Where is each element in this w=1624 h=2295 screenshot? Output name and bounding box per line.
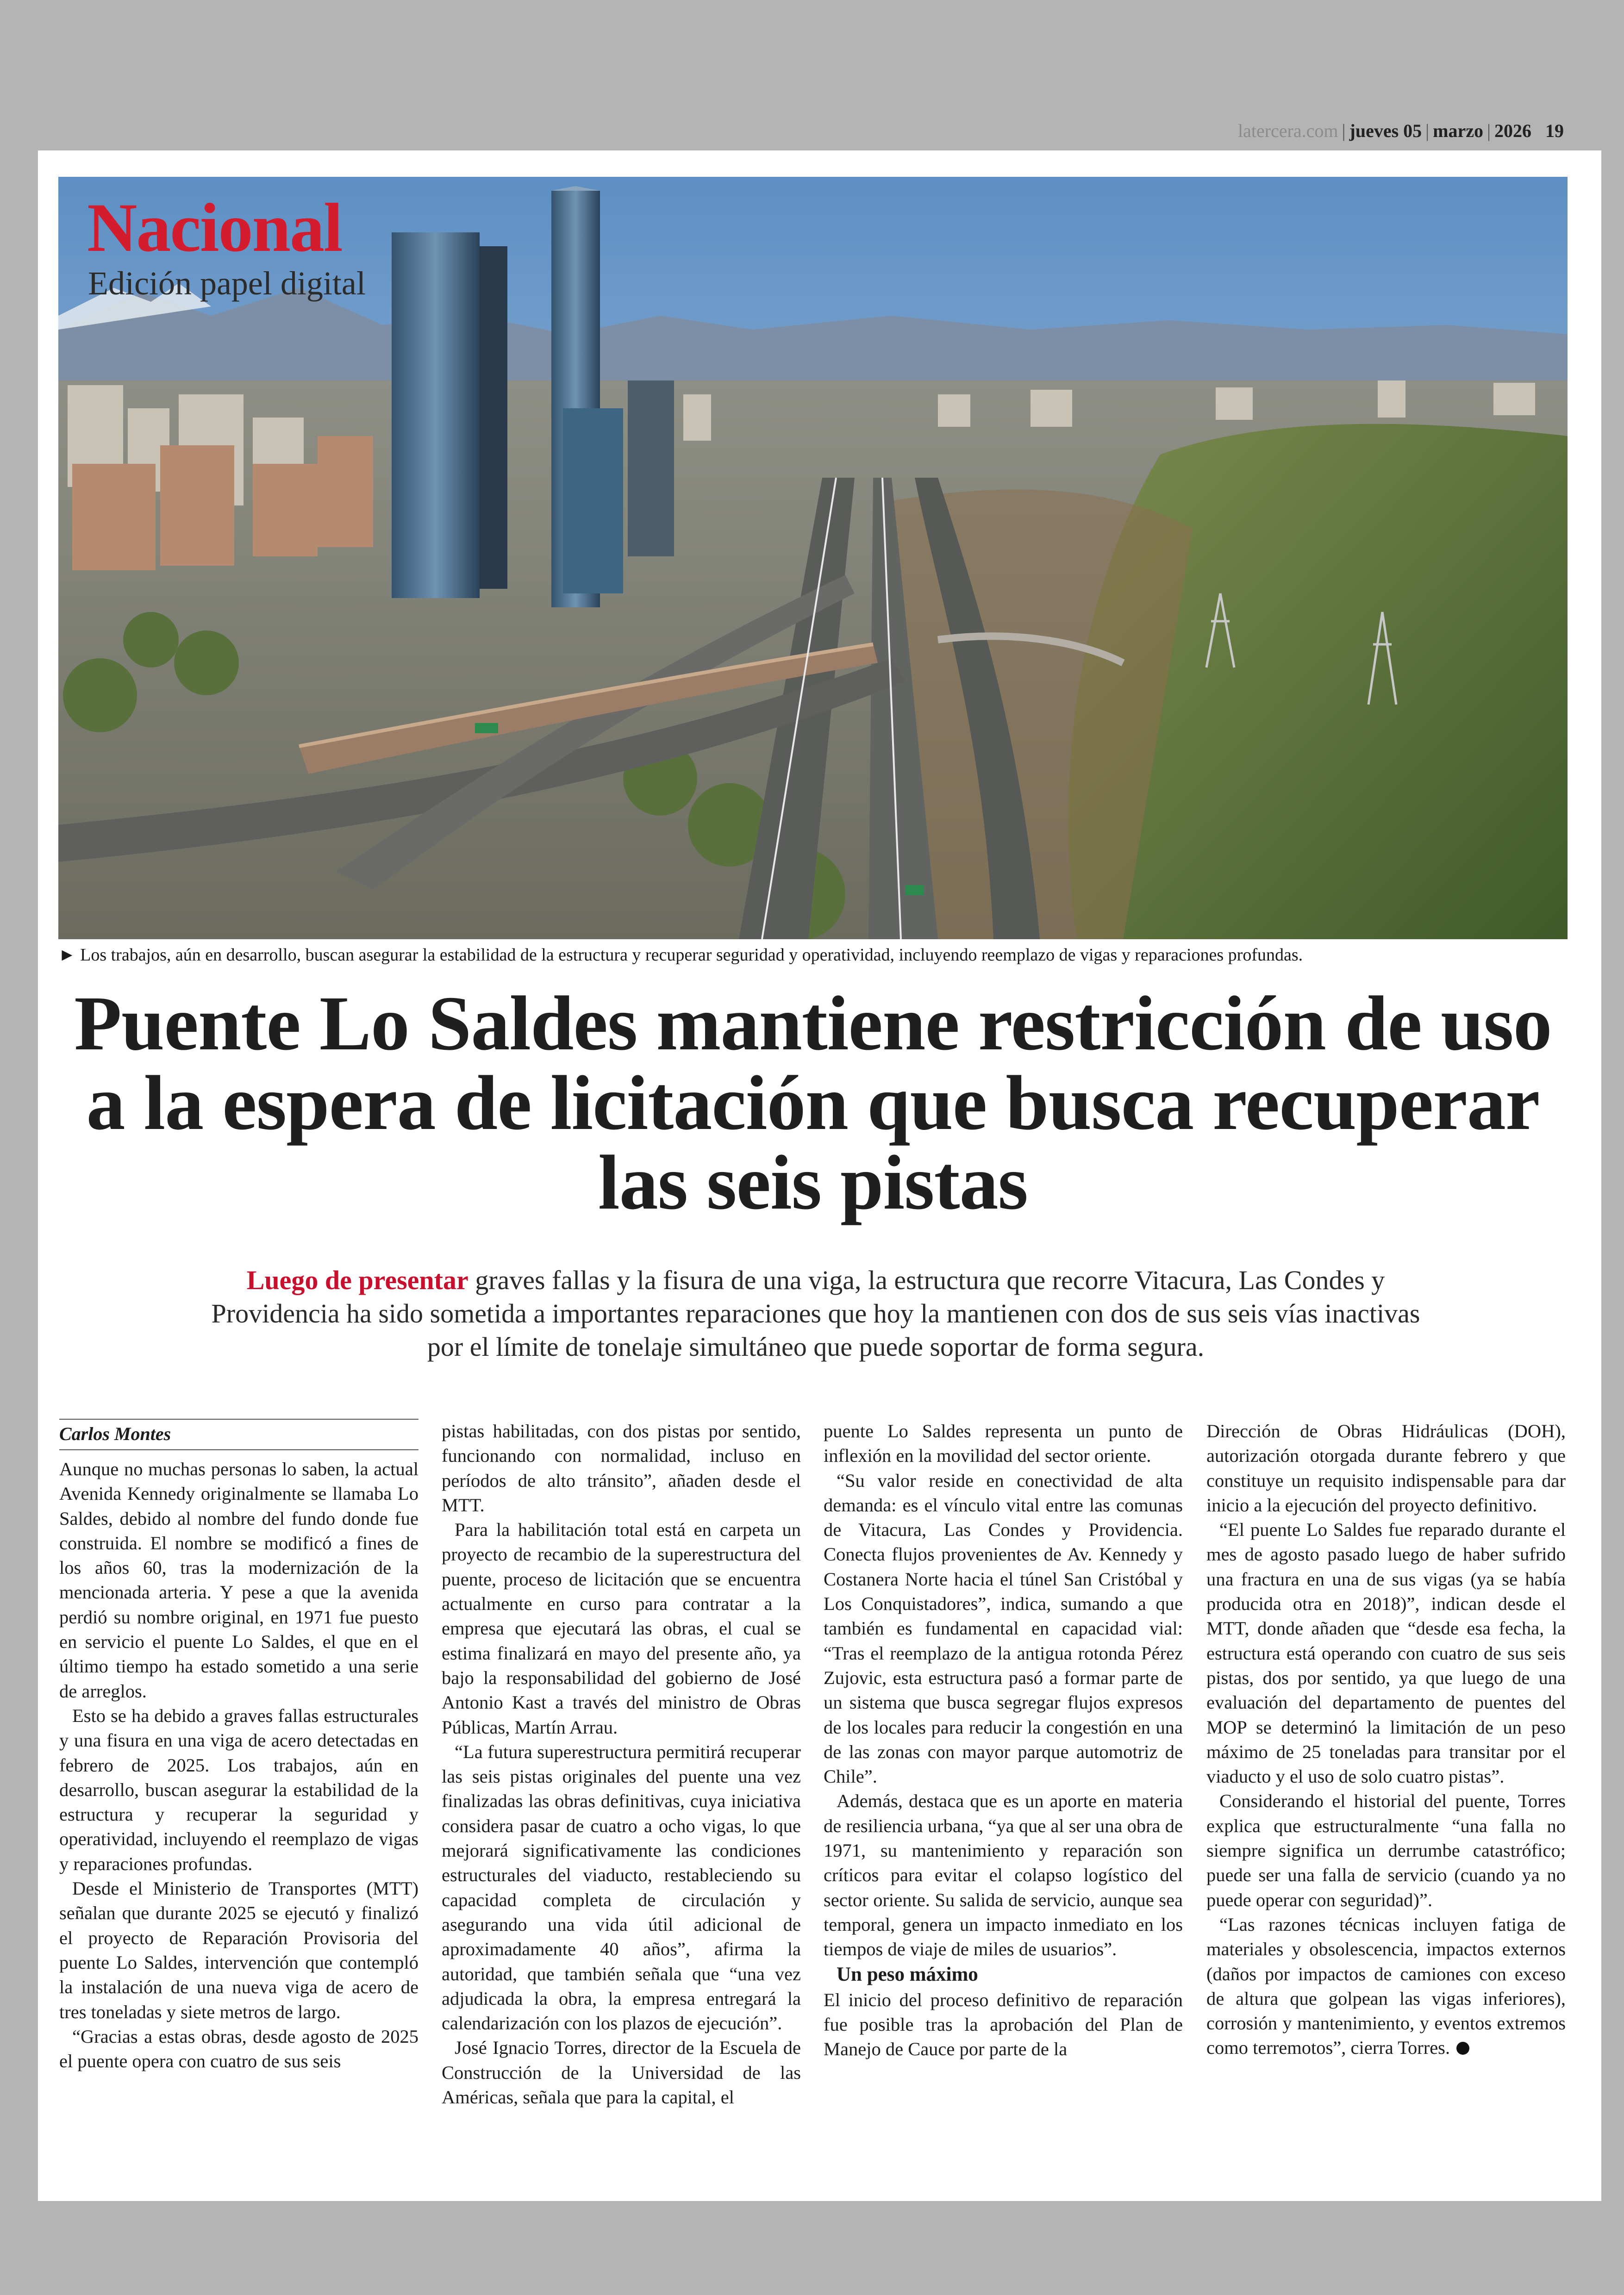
header-day: jueves 05 [1349,120,1422,141]
subheading: Un peso máximo [837,1963,978,1985]
paragraph: Aunque no muchas personas lo saben, la actual Avenida Kennedy originalmente se llamaba Lo Saldes, debido al nombre del fundo donde fue construida. El nombre se modificó a fines de los años 60, tras la modernización de la mencionada arteria. Y pese a que la avenida perdió su nombre original, en 1971 fue puesto en servicio el puente Lo Saldes, el que en el último tiempo ha estado sometido a una serie de arreglos. [59,1459,418,1702]
end-mark-icon [1456,2042,1469,2055]
section-title: Nacional [87,189,342,266]
paragraph: “La futura superestructura permitirá recuperar las seis pistas originales del puente una vez finalizadas las obras definitivas, cuya iniciativa considera pasar de cuatro a ocho vigas, lo que mejorará significativamente las condiciones estructurales del viaducto, restableciendo su capacidad completa de circulación y asegurando una vida útil adicional de aproximadamente 40 años”, afirma la autoridad, que también señala que “una vez adjudicada la obra, la empresa entregará la calendarización con los plazos de ejecución”. [442,1741,801,2034]
paragraph: Considerando el historial del puente, Torres explica que estructuralmente “una falla no siempre significa un derrumbe catastrófico; puede ser una falla de servicio (cuando ya no puede operar con seguridad)”. [1206,1790,1566,1910]
paragraph-last [1206,1912,1566,2060]
paragraph: Para la habilitación total está en carpeta un proyecto de recambio de la superestructura del puente, proceso de licitación que se encuentra actualmente en curso para contratar a la empresa que ejecutará las obras, el cual se estima finalizará en mayo del presente año, ya bajo la responsabilidad del gobierno de José Antonio Kast a través del ministro de Obras Públicas, Martín Arrau. [442,1519,801,1738]
section-subtitle: Edición papel digital [88,265,366,302]
paragraph: “Su valor reside en conectividad de alta demanda: es el vínculo vital entre las comunas de Vitacura, Las Condes y Providencia. Conecta flujos provenientes de Av. Kennedy y Costanera Norte hacia el túnel San Cristóbal y Los Conquistadores”, indica, sumando a que también es fundamental en capacidad vial: “Tras el reemplazo de la antigua rotonda Pérez Zujovic, esta estructura pasó a formar parte de un sistema que busca segregar flujos expresos de los locales para reducir la congestión en una de las zonas con mayor parque automotriz de Chile”. [824,1470,1183,1787]
newspaper-page [38,150,1601,2201]
deck-lead: Luego de presentar [246,1265,468,1295]
article-deck [191,1264,1441,1364]
article-column-3 [824,1419,1183,2061]
article-column-1 [59,1419,418,2073]
site-name[interactable]: latercera.com [1237,120,1338,141]
paragraph: pistas habilitadas, con dos pistas por sentido, funcionando con normalidad, incluso en períodos de alto tránsito”, añaden desde el MTT. [442,1421,801,1515]
article-column-2 [442,1419,801,2109]
paragraph: Desde el Ministerio de Transportes (MTT) señalan que durante 2025 se ejecutó y finalizó el proyecto de Reparación Provisoria del puente Lo Saldes, intervención que contempló la instalación de una nueva viga de acero de tres toneladas y siete metros de largo. [59,1878,418,2022]
byline: Carlos Montes [59,1419,418,1450]
paragraph: El inicio del proceso definitivo de reparación fue posible tras la aprobación del Plan de Manejo de Cauce por parte de la [824,1989,1183,2060]
aerial-photo [58,177,1568,939]
paragraph: Esto se ha debido a graves fallas estructurales y una fisura en una viga de acero detectadas en febrero de 2025. Los trabajos, aún en desarrollo, buscan asegurar la estabilidad de la estructura y recuperar la seguridad y operatividad, incluyendo el reemplazo de vigas y reparaciones profundas. [59,1705,418,1874]
paragraph: Dirección de Obras Hidráulicas (DOH), autorización otorgada durante febrero y que constituye un requisito indispensable para dar inicio a la ejecución del proyecto definitivo. [1206,1421,1566,1515]
page-number: 19 [1545,120,1564,141]
paragraph: “El puente Lo Saldes fue reparado durante el mes de agosto pasado luego de haber sufrido una fractura en una de sus vigas (ya se había producida otra en 2018)”, indican desde el MTT, donde añaden que “desde esa fecha, la estructura está operando con cuatro de sus seis pistas, dos por sentido, ya que luego de una evaluación del departamento de puentes del MOP se determinó la limitación de un peso máximo de 25 toneladas para transitar por el viaducto y el uso de solo cuatro pistas”. [1206,1519,1566,1787]
paragraph: Además, destaca que es un aporte en materia de resiliencia urbana, “ya que al ser una obra de 1971, su mantenimiento y reparación son críticos para evitar el colapso logístico del sector oriente. Su salida de servicio, aunque sea temporal, genera un impacto inmediato en los tiempos de viaje de miles de usuarios”. [824,1790,1183,1960]
paragraph: “Gracias a estas obras, desde agosto de 2025 el puente opera con cuatro de sus seis [59,2026,418,2072]
header-month: marzo [1433,120,1483,141]
photo-caption: ► Los trabajos, aún en desarrollo, buscan asegurar la estabilidad de la estructura y recuperar seguridad y operatividad, incluyendo reemplazo de vigas y reparaciones profundas. [58,945,1303,965]
deck-text: graves fallas y la fisura de una viga, la estructura que recorre Vitacura, Las Condes y Providencia ha sido sometida a importantes reparaciones que hoy la mantienen con dos de sus seis vías inactivas por el límite de tonelaje simultáneo que puede soportar de forma segura. [211,1265,1420,1362]
headline: Puente Lo Saldes mantiene restricción de uso a la espera de licitación que busca recuperar las seis pistas [74,980,1552,1226]
article-column-4 [1206,1419,1566,2060]
page-header: latercera.com | jueves 05 | marzo | 2026 19 [1237,120,1564,141]
paragraph: puente Lo Saldes representa un punto de inflexión en la movilidad del sector oriente. [824,1421,1183,1466]
paragraph-text: “Las razones técnicas incluyen fatiga de materiales y obsolescencia, impactos externos (daños por impactos de camiones con exceso de altura que golpean las vigas inferiores), corrosión y mantenimiento, y eventos extremos como terremotos”, cierra Torres. [1206,1914,1566,2058]
header-year: 2026 [1494,120,1531,141]
paragraph: José Ignacio Torres, director de la Escuela de Construcción de la Universidad de las Américas, señala que para la capital, el [442,2037,801,2108]
